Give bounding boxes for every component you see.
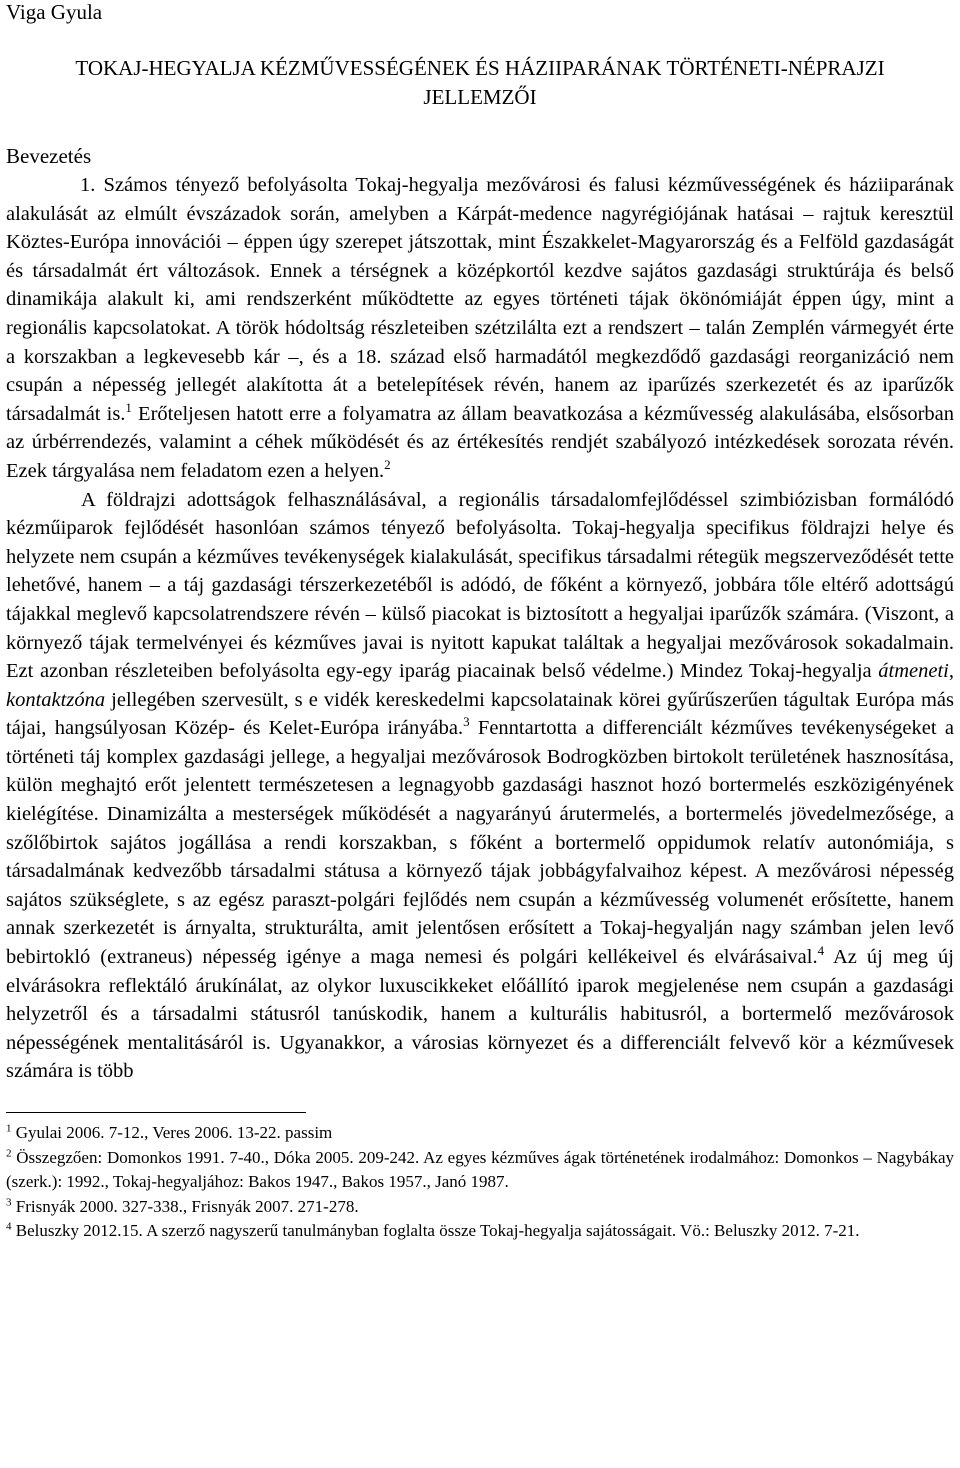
footnote-text: Gyulai 2006. 7-12., Veres 2006. 13-22. passim [15,1123,333,1142]
footnote-4 [6,1219,954,1244]
footnote-number: 3 [6,1195,12,1208]
footnote-ref-2[interactable]: 2 [384,457,391,473]
footnote-number: 4 [6,1220,12,1233]
footnote-text: Beluszky 2012.15. A szerző nagyszerű tanulmányban foglalta össze Tokaj-hegyalja sajátosságait. Vö.: Beluszky 2012. 7-21. [15,1221,860,1240]
footnote-text: Frisnyák 2000. 327-338., Frisnyák 2007. 271-278. [15,1196,359,1216]
paragraph-2-text-c: Fenntartotta a differenciált kézműves tevékenységeket a történeti táj komplex gazdasági jellege, a hegyaljai mezővárosok Bodrogközben birtokolt területének hasznosítása, külön meghajtó erőt jelentett természetesen a legnagyobb gazdasági hasznot hozó bortermelés eszközigényének kielégítése. Dinamizálta a mesterségek működését a nagyarányú árutermelés, a bortermelés jövedelmezősége, a szőlőbirtok sajátos jogállása a rendi korszakban, s főként a bortermelő oppidumok relatív autonómiája, s társadalmának kedvezőbb társadalmi státusa a környező tájak jobbágyfalvaihoz képest. A mezővárosi népesség sajátos szükséglete, s az egész paraszt-polgári fejlődés nem csupán a kézművesség volumenét erősítette, hanem annak szerkezetét is árnyalta, strukturálta, amit jelentősen erősített a Tokaj-hegyalján nagy számban jelen levő bebirtokló (extraneus) népesség igénye a maga nemesi és polgári kellékeivel és elvárásaival. [6,717,954,969]
footnote-divider [6,1112,306,1113]
italic-term-atmeneti: átmeneti [878,660,949,683]
paragraph-1-text-a: 1. Számos tényező befolyásolta Tokaj-hegyalja mezővárosi és falusi kézművességének és háziiparának alakulását az elmúlt évszázadok során, amelyben a Kárpát-medence nagyrégiójának hatásai – rajtuk keresztül Köztes-Európa innovációi – éppen úgy szerepet játszottak, mint Északkelet-Magyarország és a Felföld gazdaságát és társadalmát ért változások. Ennek a térségnek a középkortól kezdve sajátos gazdasági struktúrája és belső dinamikája alakult ki, ami rendszerként működtette az egyes történeti tájak ökönómiáját éppen úgy, mint a regionális kapcsolatokat. A török hódoltság részleteiben szétzilálta ezt a rendszert – talán Zemplén vármegyét érte a korszakban a legkevesebb kár –, és a 18. század első harmadától megkezdődő gazdasági reorganizáció nem csupán a népesség jellegét alakította át a betelepítések révén, hanem az iparűzés szerkezetét és az iparűzők társadalmát is. [6,174,954,425]
paragraph-2-text-a: A földrajzi adottságok felhasználásával, a regionális társadalomfejlődéssel szimbiózisban formálódó kézműiparok fejlődését hasonlóan számos tényező befolyásolta. Tokaj-hegyalja specifikus földrajzi helye és helyzete nem csupán a kézműves tevékenységek kialakulását, specifikus társadalmi rétegük megszerveződését tette lehetővé, hanem – a táj gazdasági térszerkezetéből is adódó, de főként a környező, jobbára tőle eltérő adottságú tájakkal meglevő kapcsolatrendszere révén – külső piacokat is biztosított a hegyaljai iparűzők számára. (Viszont, a környező tájak termelvényei és kézműves javai is nyitott kapukat találtak a hegyaljai mezővárosok sokadalmain. Ezt azonban részleteiben befolyásolta egy-egy iparág piacainak belső védelme.) Mindez Tokaj-hegyalja [6,488,954,683]
footnote-1 [6,1121,954,1146]
paragraph-2-separator: , [948,660,954,683]
footnote-number: 2 [6,1146,12,1159]
paragraph-2-text-d: Az új meg új elvárásokra reflektáló árukínálat, az olykor luxuscikkeket előállító iparok megjelenése nem csupán a gazdasági helyzetről és a társadalmi státusról tanúskodik, hanem a kulturális habitusról, a bortermelő mezővárosok népességének mentalitásáról is. Ugyanakkor, a városias környezet és a differenciált felvevő kör a kézművesek számára is több [6,946,954,1083]
paragraph-2-text-b: jellegében szervesült, s e vidék kereskedelmi kapcsolatainak körei gyűrűszerűen tágultak Európa más tájai, hangsúlyosan Közép- és Kelet-Európa irányába. [6,688,954,740]
author-name: Viga Gyula [6,0,103,24]
footnote-ref-1[interactable]: 1 [125,399,132,415]
footnote-number: 1 [6,1122,12,1135]
italic-term-kontaktzona: kontaktzóna [6,688,106,711]
footnote-3 [6,1195,954,1220]
paragraph-1 [6,171,954,486]
footnote-text: Összegzően: Domonkos 1991. 7-40., Dóka 2005. 209-242. Az egyes kézműves ágak történetének irodalmához: Domonkos – Nagybákay (szerk.): 1992., Tokaj-hegyaljához: Bakos 1947., Bakos 1957., Janó 1987. [6,1147,955,1191]
footnote-ref-3[interactable]: 3 [463,714,470,730]
paragraph-2 [6,486,954,1086]
paragraph-1-text-b: Erőteljesen hatott erre a folyamatra az állam beavatkozása a kézművesség alakulásába, elsősorban az úrbérrendezés, valamint a céhek működését és az értékesítés rendjét szabályozó intézkedések sorozata révén. Ezek tárgyalása nem feladatom ezen a helyen. [6,402,954,482]
footnote-2 [6,1146,954,1195]
footnotes [6,1121,954,1244]
section-heading: Bevezetés [6,144,92,168]
footnote-ref-4[interactable]: 4 [817,943,825,959]
document-title: TOKAJ-HEGYALJA KÉZMŰVESSÉGÉNEK ÉS HÁZIIPARÁNAK TÖRTÉNETI-NÉPRAJZI JELLEMZŐI [75,56,885,109]
